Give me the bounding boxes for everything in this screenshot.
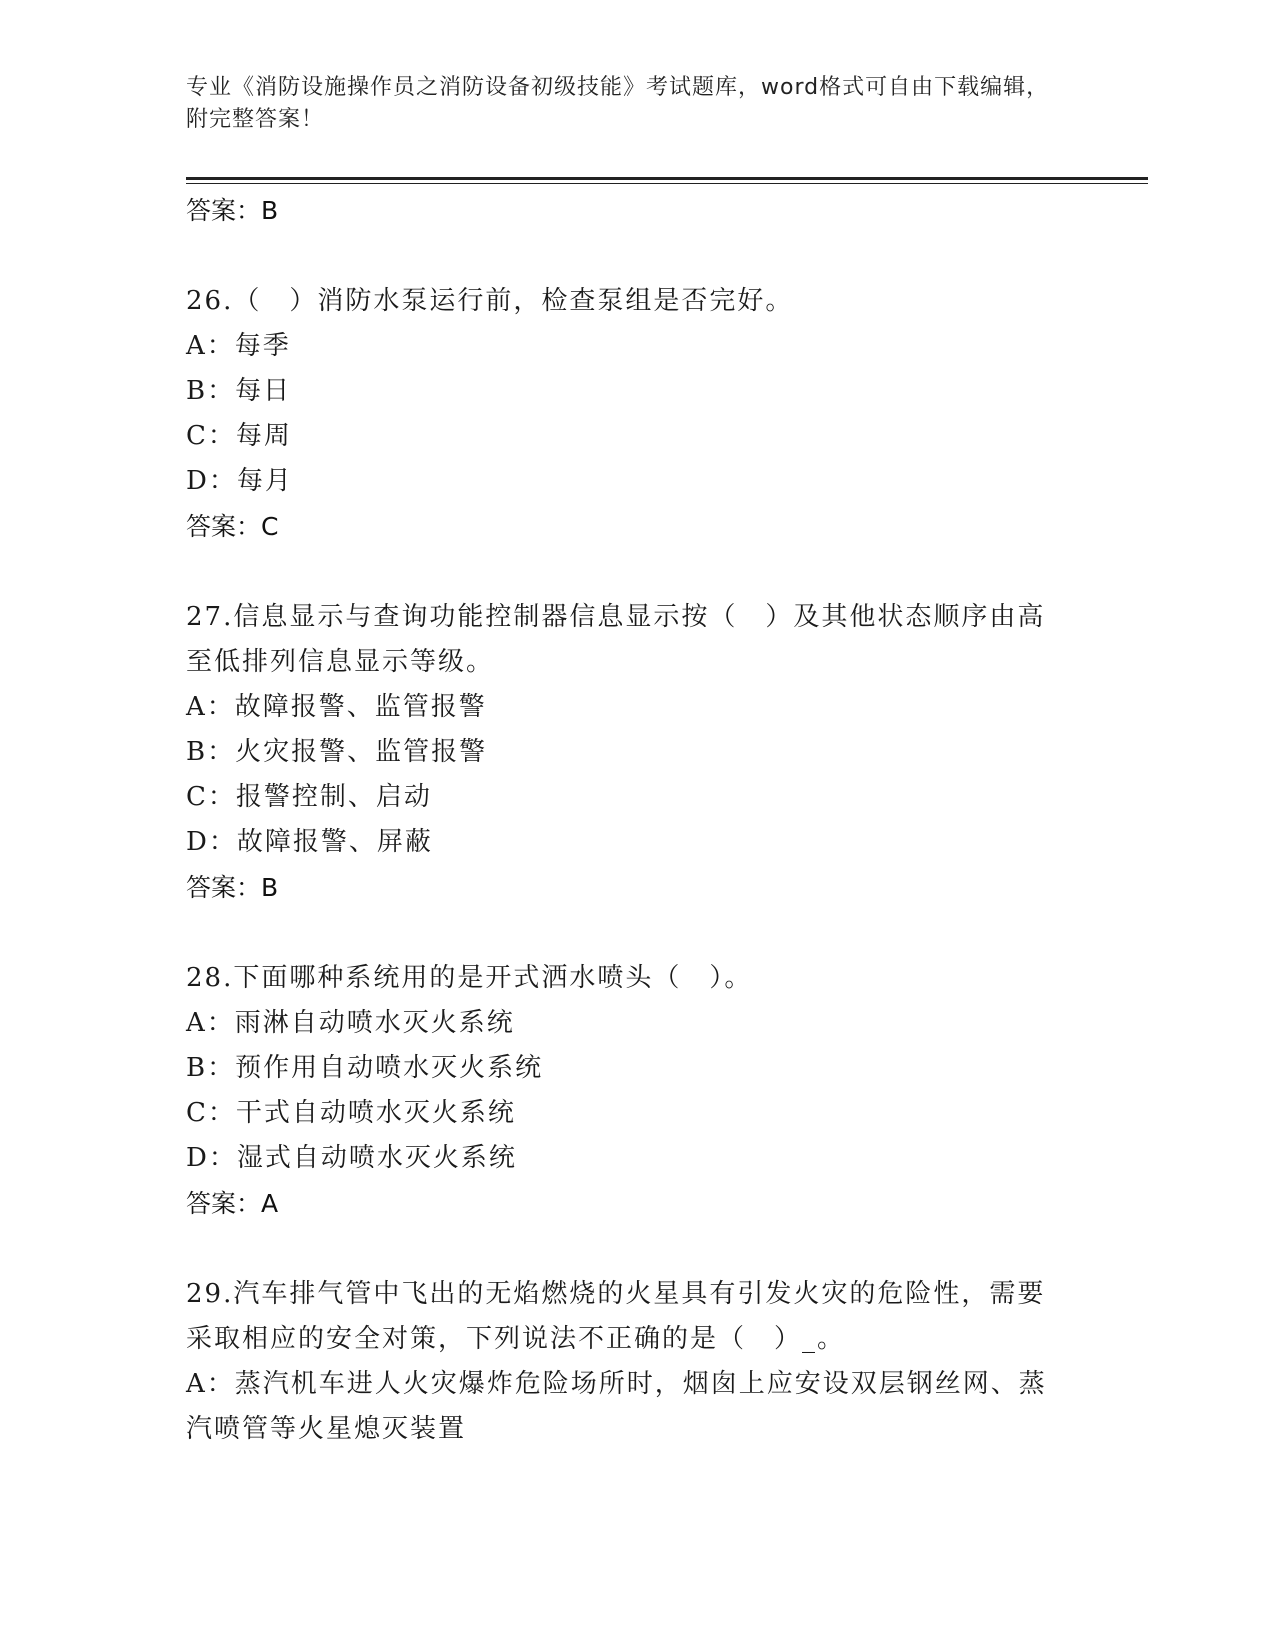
option-d: D：故障报警、屏蔽 — [186, 827, 433, 857]
answer-line: 答案：B — [186, 873, 279, 902]
option-c: C：报警控制、启动 — [186, 782, 432, 812]
question-27 — [186, 595, 1066, 910]
question-stem: 26.（ ）消防水泵运行前，检查泵组是否完好。 — [186, 286, 794, 316]
option-d: D：每月 — [186, 466, 293, 496]
answer-line: 答案：C — [186, 512, 279, 541]
question-26 — [186, 279, 1066, 549]
question-stem: 28.下面哪种系统用的是开式洒水喷头（ ）。 — [186, 963, 753, 993]
question-29 — [186, 1272, 1066, 1452]
option-d: D：湿式自动喷水灭火系统 — [186, 1143, 517, 1173]
option-a: A：蒸汽机车进人火灾爆炸危险场所时，烟囱上应安设双层钢丝网、蒸汽喷管等火星熄灭装置 — [186, 1369, 1047, 1444]
option-c: C：每周 — [186, 421, 292, 451]
option-c: C：干式自动喷水灭火系统 — [186, 1098, 516, 1128]
option-a: A：雨淋自动喷水灭火系统 — [186, 1008, 515, 1038]
question-stem: 29.汽车排气管中飞出的无焰燃烧的火星具有引发火灾的危险性，需要采取相应的安全对策，下列说法不正确的是（ ）_。 — [186, 1279, 1046, 1354]
option-b: B：预作用自动喷水灭火系统 — [186, 1053, 544, 1083]
option-b: B：每日 — [186, 376, 292, 406]
question-list — [186, 188, 1066, 1452]
page-header: 专业《消防设施操作员之消防设备初级技能》考试题库，word格式可自由下载编辑，附完整答案！ — [186, 75, 1050, 132]
answer-line: 答案：A — [186, 1189, 279, 1218]
header-divider-thin — [186, 183, 1148, 184]
option-a: A：每季 — [186, 331, 291, 361]
answer-line: 答案：B — [186, 196, 279, 225]
option-b: B：火灾报警、监管报警 — [186, 737, 488, 767]
option-a: A：故障报警、监管报警 — [186, 692, 487, 722]
question-stem: 27.信息显示与查询功能控制器信息显示按（ ）及其他状态顺序由高至低排列信息显示等级。 — [186, 602, 1046, 677]
question-28 — [186, 956, 1066, 1226]
header-divider — [186, 177, 1148, 180]
